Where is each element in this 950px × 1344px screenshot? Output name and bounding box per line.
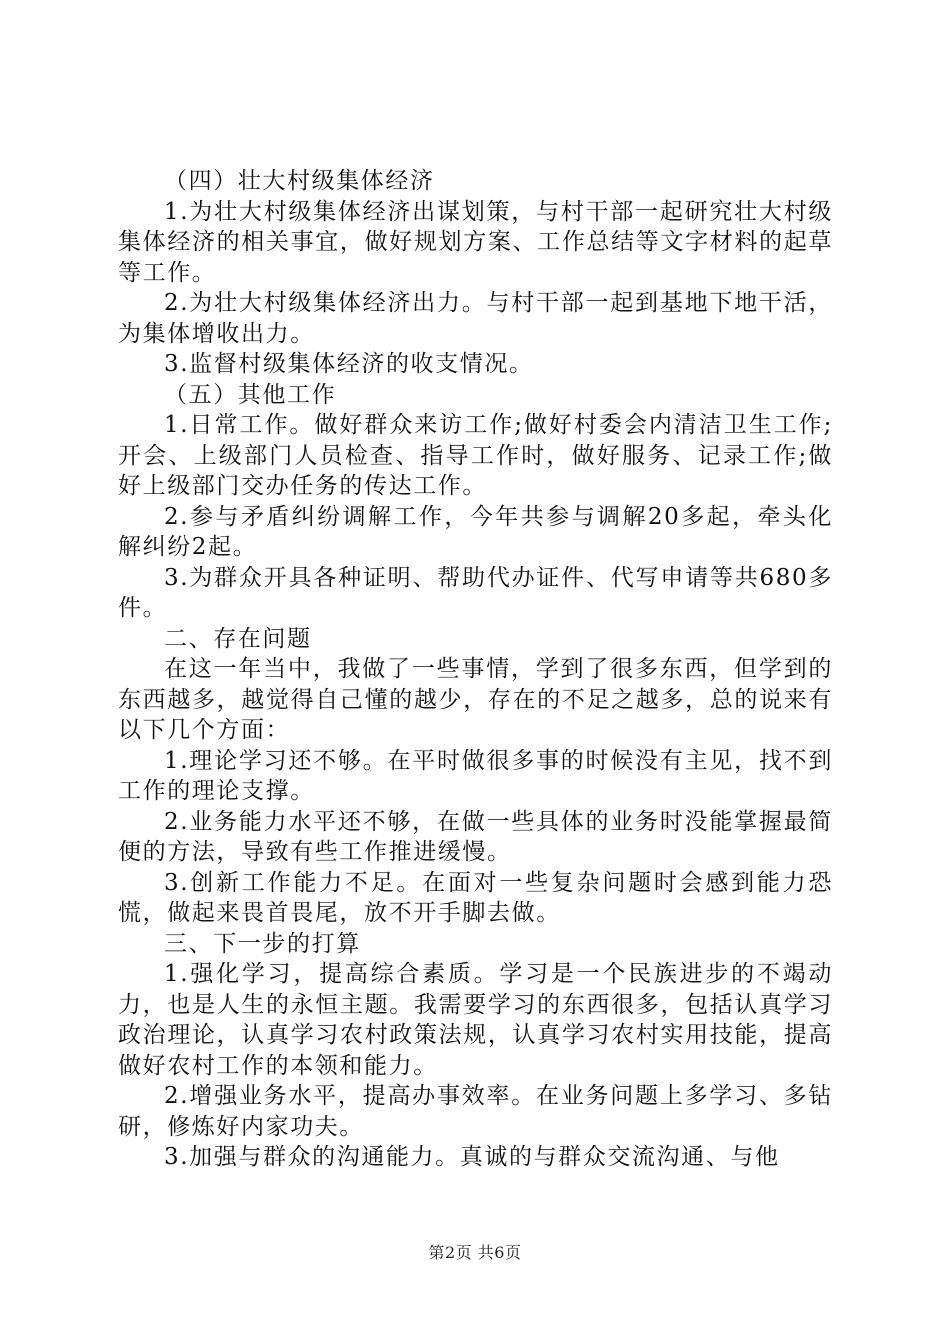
paragraph: 3.为群众开具各种证明、帮助代办证件、代写申请等共680多件。 <box>118 564 833 621</box>
paragraph: 2.业务能力水平还不够，在做一些具体的业务时没能掌握最简便的方法，导致有些工作推进缓慢。 <box>118 808 833 865</box>
paragraph: 2.参与矛盾纠纷调解工作，今年共参与调解20多起，牵头化解纠纷2起。 <box>118 503 833 560</box>
paragraph: 1.强化学习，提高综合素质。学习是一个民族进步的不竭动力，也是人生的永恒主题。我需要学习的东西很多，包括认真学习政治理论，认真学习农村政策法规，认真学习农村实用技能，提高做好农村工作的本领和能力。 <box>118 961 833 1079</box>
paragraph: 3.监督村级集体经济的收支情况。 <box>164 351 534 377</box>
paragraph: 在这一年当中，我做了一些事情，学到了很多东西，但学到的东西越多，越觉得自己懂的越少，存在的不足之越多，总的说来有以下几个方面： <box>118 656 833 743</box>
paragraph: 2.为壮大村级集体经济出力。与村干部一起到基地下地干活，为集体增收出力。 <box>118 290 833 347</box>
page-footer: 第2页 共6页 <box>428 1243 522 1262</box>
paragraph: 2.增强业务水平，提高办事效率。在业务问题上多学习、多钻研，修炼好内家功夫。 <box>118 1083 833 1140</box>
paragraph: 3.加强与群众的沟通能力。真诚的与群众交流沟通、与他 <box>164 1144 780 1170</box>
paragraph: 1.为壮大村级集体经济出谋划策，与村干部一起研究壮大村级集体经济的相关事宜，做好规划方案、工作总结等文字材料的起草等工作。 <box>118 198 833 286</box>
paragraph: 1.理论学习还不够。在平时做很多事的时候没有主见，找不到工作的理论支撑。 <box>118 747 833 804</box>
paragraph: 3.创新工作能力不足。在面对一些复杂问题时会感到能力恐慌，做起来畏首畏尾，放不开手脚去做。 <box>118 869 833 926</box>
paragraph: 1.日常工作。做好群众来访工作;做好村委会内清洁卫生工作;开会、上级部门人员检查、指导工作时，做好服务、记录工作;做好上级部门交办任务的传达工作。 <box>118 412 833 499</box>
document-body <box>118 166 833 1173</box>
section-heading-5: （五）其他工作 <box>164 381 337 408</box>
section-heading-4: （四）壮大村级集体经济 <box>164 168 435 194</box>
section-heading-problems: 二、存在问题 <box>164 625 312 652</box>
section-heading-next-steps: 三、下一步的打算 <box>164 930 361 957</box>
